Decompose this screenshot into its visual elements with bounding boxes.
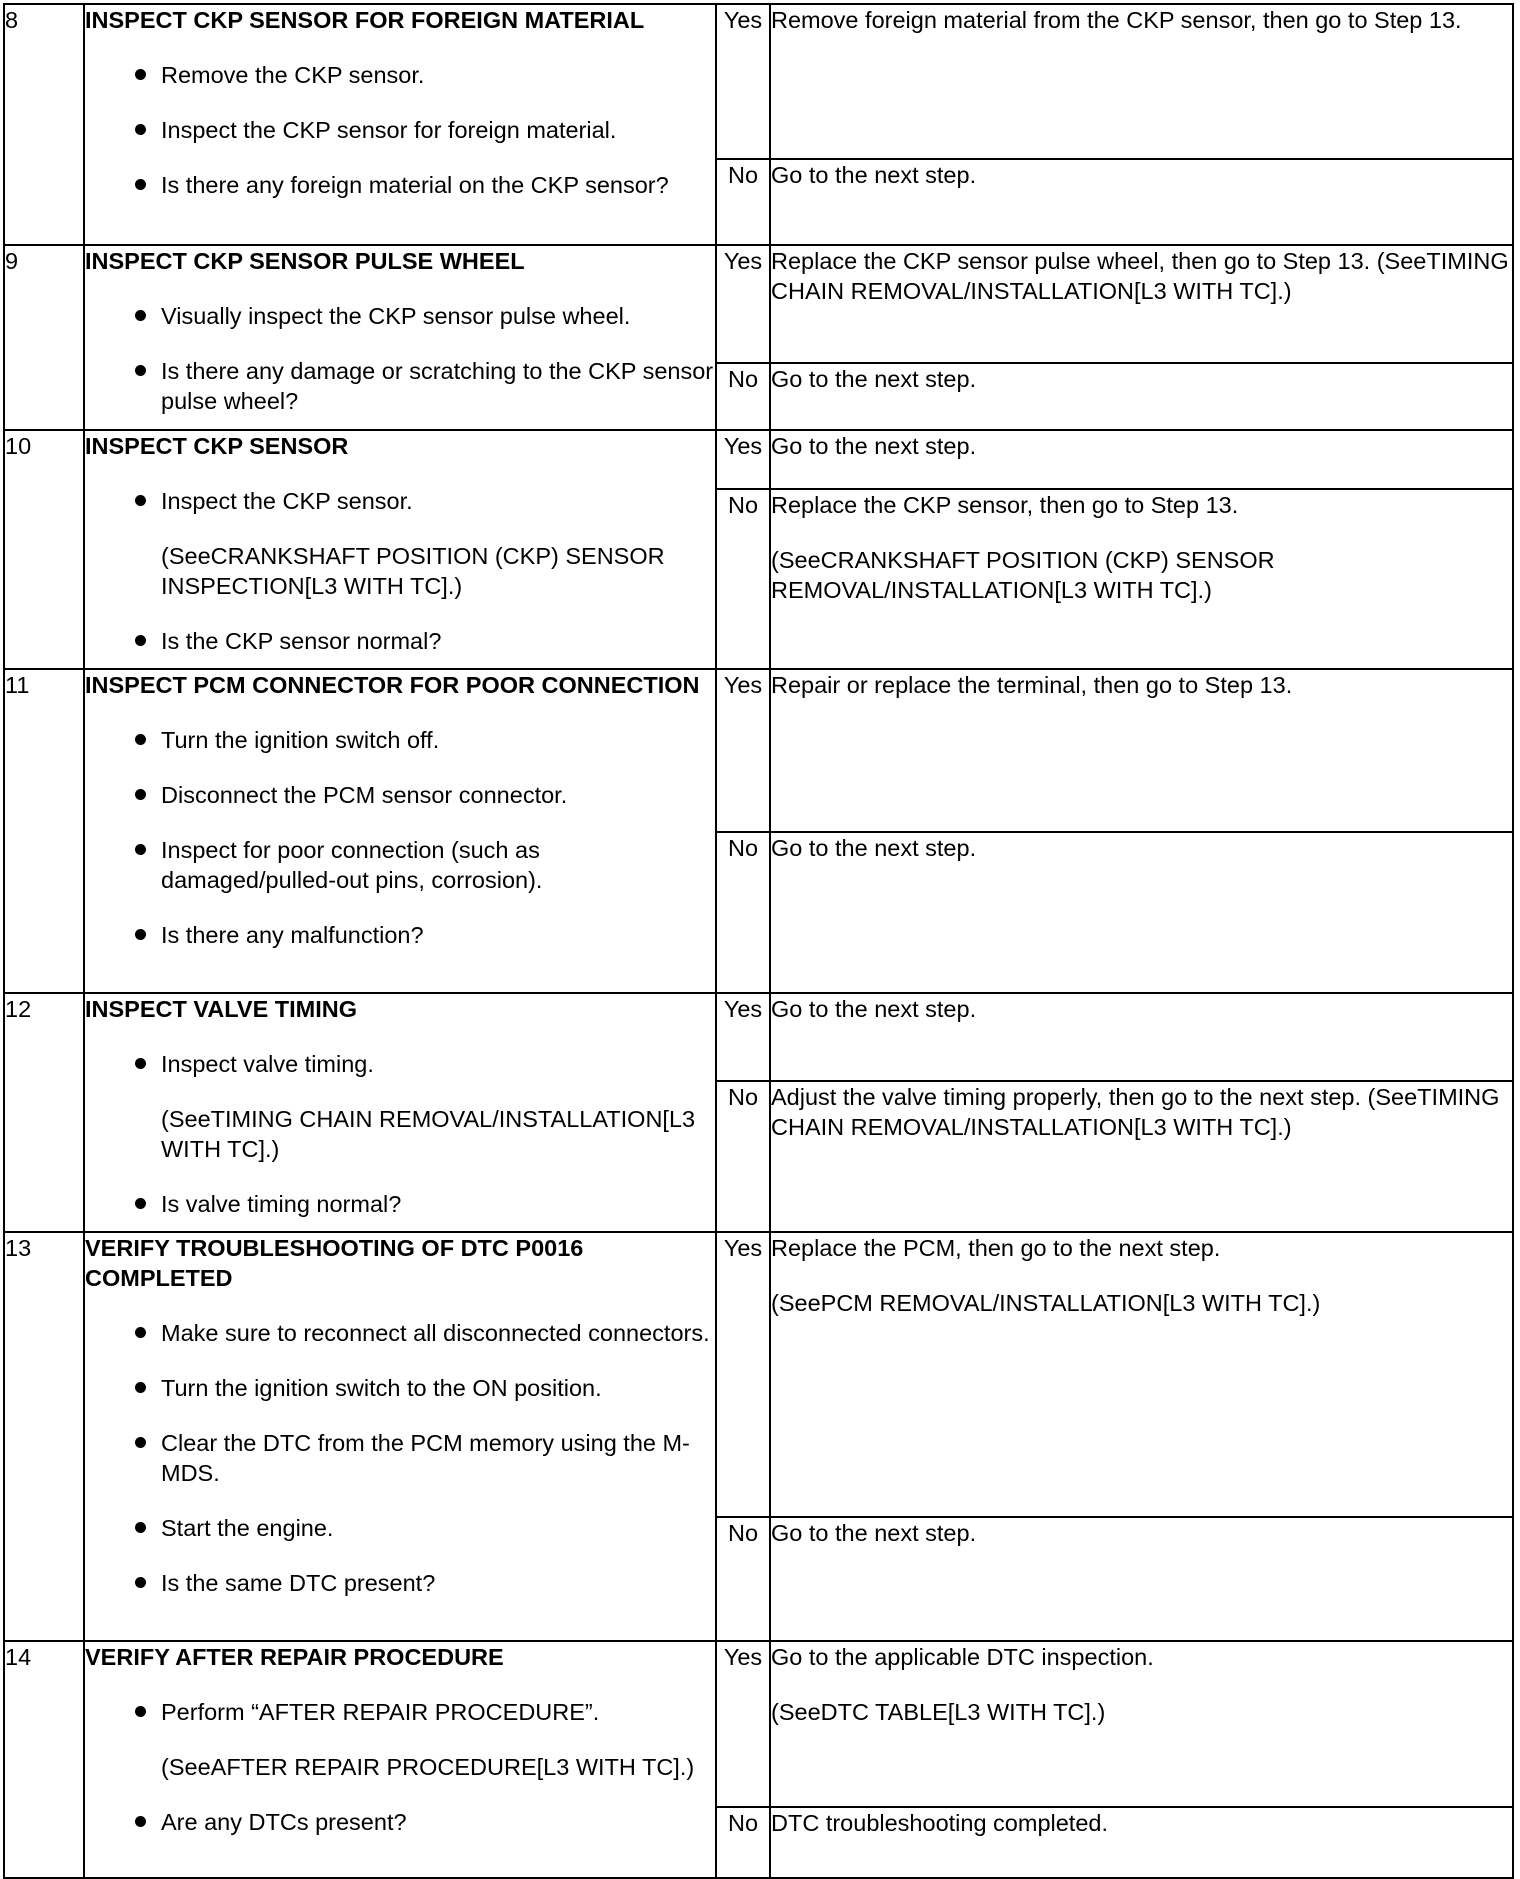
step-bullet [85,626,715,656]
bullet-text: Is valve timing normal? [161,1191,402,1217]
action-line: Replace the PCM, then go to the next step. [771,1235,1221,1261]
bullet-text: Is there any malfunction? [161,922,424,948]
bullet-text: Inspect the CKP sensor. [161,488,413,514]
action-line: Go to the next step. [771,996,977,1022]
step-inspection [84,430,716,669]
bullet-text: Turn the ignition switch to the ON position. [161,1375,602,1401]
result-yes-label: Yes [716,245,770,363]
action-line: Go to the next step. [771,366,977,392]
result-no-label: No [716,363,770,430]
action-line: Go to the next step. [771,835,977,861]
action-line: Repair or replace the terminal, then go to Step 13. [771,672,1293,698]
step-bullet [85,835,715,895]
step-number: 8 [4,4,84,245]
step-row-13 [4,1232,1513,1517]
action-line: Go to the next step. [771,1520,977,1546]
result-no-action [770,159,1513,245]
result-no-action [770,832,1513,993]
result-no-action [770,1807,1513,1878]
step-title: INSPECT CKP SENSOR FOR FOREIGN MATERIAL [85,7,645,33]
step-bullet [85,1513,715,1543]
bullet-text: Turn the ignition switch off. [161,727,440,753]
result-yes-action [770,245,1513,363]
bullet-text: Inspect the CKP sensor for foreign material. [161,117,617,143]
bullet-text: Inspect for poor connection (such as damaged/pulled-out pins, corrosion). [161,837,543,893]
action-line: Remove foreign material from the CKP sensor, then go to Step 13. [771,7,1462,33]
result-no-action [770,363,1513,430]
step-row-8 [4,4,1513,159]
action-line: (SeeDTC TABLE[L3 WITH TC].) [771,1699,1106,1725]
result-no-action [770,1081,1513,1232]
step-bullet [85,356,715,416]
action-line: Adjust the valve timing properly, then go to the next step. (SeeTIMING CHAIN REMOVAL/INSTALLATION[L3 WITH TC].) [771,1084,1500,1140]
step-bullet [85,170,715,200]
bullet-text: Inspect valve timing. [161,1051,374,1077]
troubleshooting-table-body [4,4,1513,1878]
action-line: Go to the next step. [771,433,977,459]
step-bullets [85,60,715,200]
step-bullet [85,1428,715,1488]
step-row-12 [4,993,1513,1081]
bullet-reference: (SeeTIMING CHAIN REMOVAL/INSTALLATION[L3 WITH TC].) [161,1106,696,1162]
action-line: Replace the CKP sensor, then go to Step 13. [771,492,1239,518]
step-title: INSPECT CKP SENSOR [85,433,349,459]
step-inspection [84,1641,716,1878]
bullet-text: Is the CKP sensor normal? [161,628,442,654]
step-number: 10 [4,430,84,669]
result-no-action [770,1517,1513,1641]
step-bullets [85,486,715,656]
step-title: VERIFY TROUBLESHOOTING OF DTC P0016 COMPLETED [85,1235,584,1291]
bullet-text: Is there any damage or scratching to the CKP sensor pulse wheel? [161,358,714,414]
step-bullet [85,1373,715,1403]
result-no-label: No [716,1081,770,1232]
step-row-9 [4,245,1513,363]
result-yes-label: Yes [716,430,770,489]
result-yes-label: Yes [716,1232,770,1517]
step-title: INSPECT VALVE TIMING [85,996,358,1022]
step-bullets [85,1318,715,1598]
result-yes-action [770,1641,1513,1807]
step-inspection [84,993,716,1232]
bullet-reference: (SeeAFTER REPAIR PROCEDURE[L3 WITH TC].) [161,1754,695,1780]
step-number: 13 [4,1232,84,1641]
result-yes-label: Yes [716,669,770,832]
bullet-reference: (SeeCRANKSHAFT POSITION (CKP) SENSOR INSPECTION[L3 WITH TC].) [161,543,665,599]
step-bullet [85,920,715,950]
step-bullets [85,1049,715,1219]
step-bullet [85,486,715,601]
step-bullet [85,1697,715,1782]
step-number: 11 [4,669,84,993]
action-line: (SeePCM REMOVAL/INSTALLATION[L3 WITH TC].) [771,1290,1321,1316]
result-yes-action [770,4,1513,159]
result-yes-action [770,1232,1513,1517]
bullet-text: Remove the CKP sensor. [161,62,425,88]
step-bullet [85,1568,715,1598]
step-title: VERIFY AFTER REPAIR PROCEDURE [85,1644,504,1670]
step-bullet [85,1049,715,1164]
step-title: INSPECT PCM CONNECTOR FOR POOR CONNECTION [85,672,700,698]
result-yes-label: Yes [716,1641,770,1807]
step-title: INSPECT CKP SENSOR PULSE WHEEL [85,248,525,274]
action-line: (SeeCRANKSHAFT POSITION (CKP) SENSOR REMOVAL/INSTALLATION[L3 WITH TC].) [771,547,1275,603]
result-yes-action [770,993,1513,1081]
step-number: 14 [4,1641,84,1878]
bullet-text: Disconnect the PCM sensor connector. [161,782,568,808]
step-inspection [84,4,716,245]
result-no-label: No [716,1807,770,1878]
action-line: Go to the applicable DTC inspection. [771,1644,1154,1670]
bullet-text: Make sure to reconnect all disconnected connectors. [161,1320,710,1346]
bullet-text: Is there any foreign material on the CKP sensor? [161,172,669,198]
result-yes-label: Yes [716,993,770,1081]
result-no-action [770,489,1513,669]
bullet-text: Are any DTCs present? [161,1809,407,1835]
result-yes-action [770,669,1513,832]
bullet-text: Visually inspect the CKP sensor pulse wheel. [161,303,631,329]
step-row-10 [4,430,1513,489]
troubleshooting-table [3,3,1514,1879]
action-line: DTC troubleshooting completed. [771,1810,1109,1836]
bullet-text: Perform “AFTER REPAIR PROCEDURE”. [161,1699,600,1725]
step-bullet [85,1807,715,1837]
step-number: 9 [4,245,84,430]
bullet-text: Start the engine. [161,1515,334,1541]
result-no-label: No [716,159,770,245]
result-no-label: No [716,1517,770,1641]
step-bullets [85,1697,715,1837]
step-bullet [85,115,715,145]
step-bullet [85,60,715,90]
step-bullets [85,725,715,950]
step-inspection [84,669,716,993]
step-bullet [85,301,715,331]
step-row-14 [4,1641,1513,1807]
result-yes-label: Yes [716,4,770,159]
step-bullet [85,1318,715,1348]
step-number: 12 [4,993,84,1232]
step-bullet [85,1189,715,1219]
result-no-label: No [716,489,770,669]
action-line: Go to the next step. [771,162,977,188]
bullet-text: Clear the DTC from the PCM memory using the M-MDS. [161,1430,690,1486]
action-line: Replace the CKP sensor pulse wheel, then go to Step 13. (SeeTIMING CHAIN REMOVAL/INSTALLATION[L3 WITH TC].) [771,248,1509,304]
result-yes-action [770,430,1513,489]
bullet-text: Is the same DTC present? [161,1570,436,1596]
step-row-11 [4,669,1513,832]
step-inspection [84,1232,716,1641]
result-no-label: No [716,832,770,993]
step-bullet [85,725,715,755]
step-inspection [84,245,716,430]
step-bullet [85,780,715,810]
step-bullets [85,301,715,416]
